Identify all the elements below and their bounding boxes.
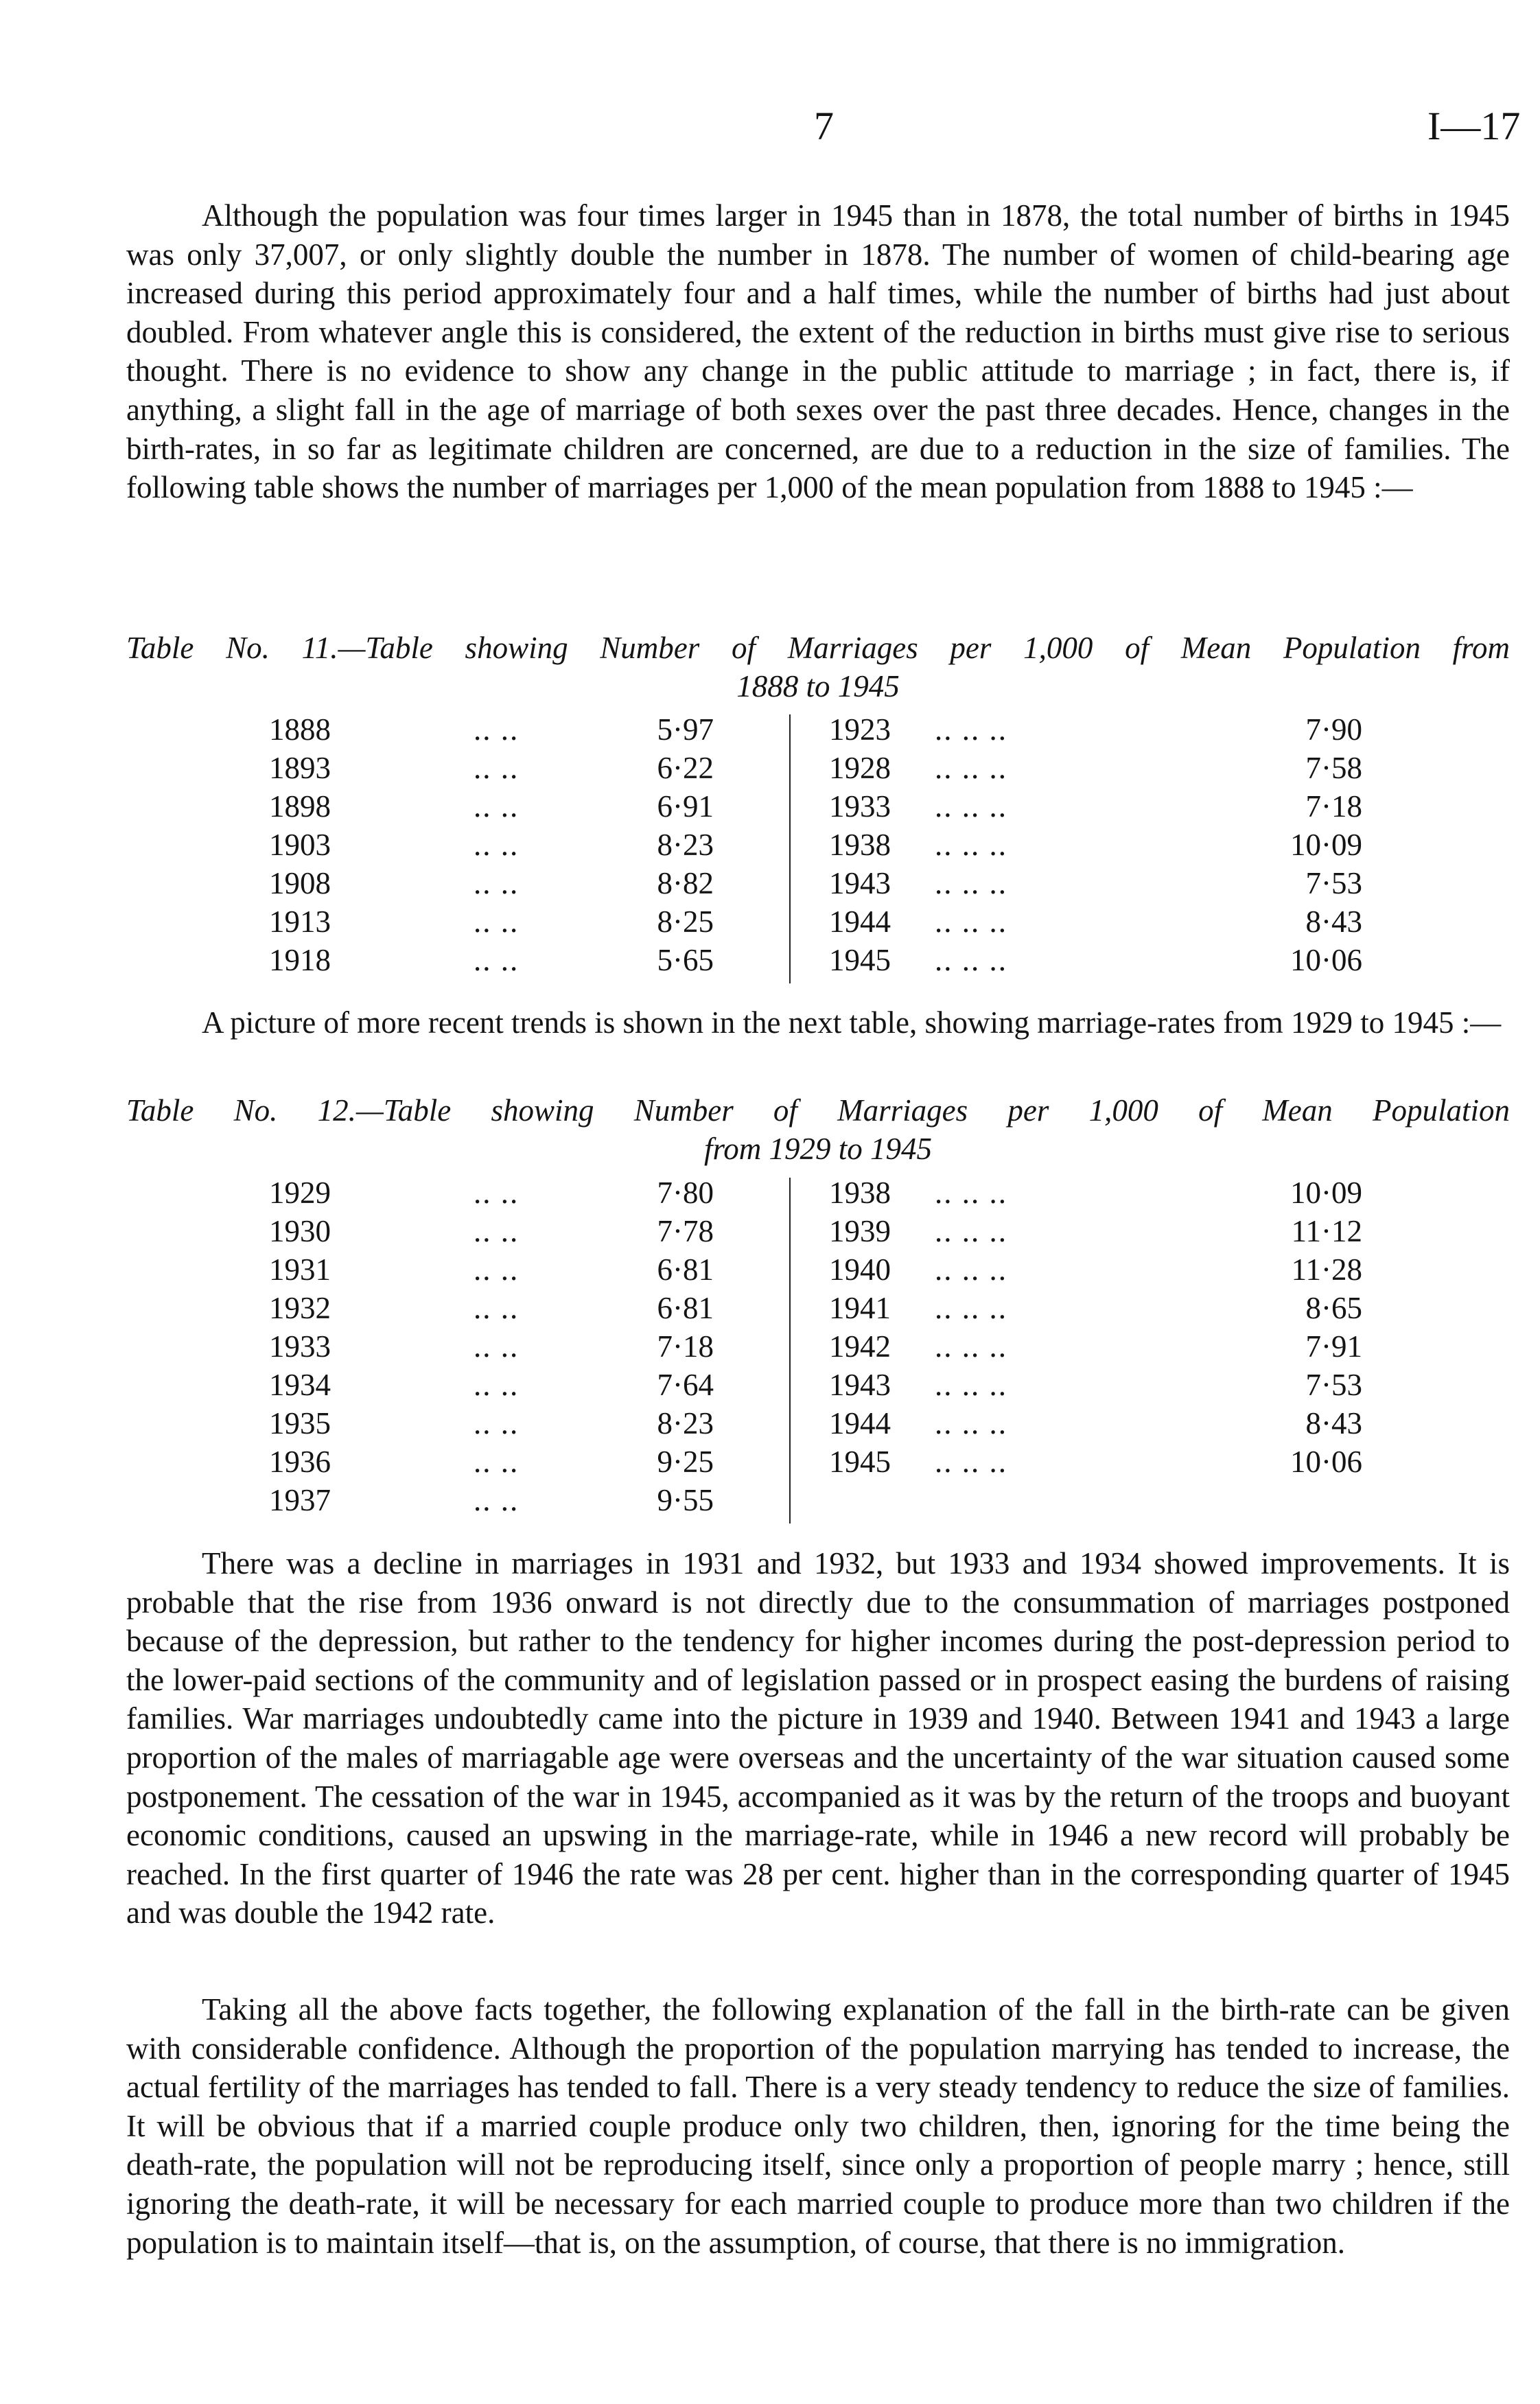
table12-left-value: 7·80 xyxy=(657,1176,714,1210)
table12-left-value: 7·18 xyxy=(657,1329,714,1364)
table11-row xyxy=(0,712,1540,750)
table12-row xyxy=(0,1367,1540,1405)
table12-column-divider xyxy=(789,1178,791,1524)
table12-right-year: 1945 xyxy=(829,1445,891,1479)
table11-left-value: 5·97 xyxy=(657,712,714,747)
table11-right-year: 1945 xyxy=(829,943,891,977)
table11-left-value: 8·82 xyxy=(657,866,714,900)
table12-right-year: 1943 xyxy=(829,1368,891,1402)
table12-left-year: 1934 xyxy=(269,1368,331,1402)
table12-left-value: 6·81 xyxy=(657,1291,714,1325)
table12-left-leader-dots: .. .. xyxy=(474,1368,520,1402)
table12-row xyxy=(0,1175,1540,1213)
table11-right-leader-dots: .. .. .. xyxy=(935,905,1007,939)
table12-row xyxy=(0,1252,1540,1290)
table11-row xyxy=(0,789,1540,827)
table11-right-value: 8·43 xyxy=(1305,905,1362,939)
paragraph-population-births: Although the population was four times larger in 1945 than in 1878, the total number of births in 1945 was only 37,007, or only slightly double the number in 1878. The number of women of child-bearing age increased during this period approximately four and a half times, while the number of births had just about doubled. From whatever angle this is considered, the extent of the reduction in births must give rise to serious thought. There is no evidence to show any change in the public attitude to marriage ; in fact, there is, if anything, a slight fall in the age of marriage of both sexes over the past three decades. Hence, changes in the birth-rates, in so far as legitimate children are concerned, are due to a reduction in the size of families. The following table shows the number of marriages per 1,000 of the mean population from 1888 to 1945 :— xyxy=(126,198,1510,505)
table12-row xyxy=(0,1405,1540,1444)
table11-right-leader-dots: .. .. .. xyxy=(935,828,1007,862)
table12-right-year: 1944 xyxy=(829,1406,891,1440)
table-11-caption-line1: Table No. 11.—Table showing Number of Marriages per 1,000 of Mean Population from xyxy=(126,631,1510,665)
table12-left-leader-dots: .. .. xyxy=(474,1214,520,1248)
table12-left-year: 1932 xyxy=(269,1291,331,1325)
table11-right-year: 1944 xyxy=(829,905,891,939)
table11-right-value: 7·58 xyxy=(1305,751,1362,785)
table12-row xyxy=(0,1213,1540,1252)
table11-left-value: 8·25 xyxy=(657,905,714,939)
table11-left-leader-dots: .. .. xyxy=(474,712,520,747)
table12-left-year: 1936 xyxy=(269,1445,331,1479)
table12-right-year: 1942 xyxy=(829,1329,891,1364)
table12-left-year: 1933 xyxy=(269,1329,331,1364)
table11-column-divider xyxy=(789,714,791,983)
table12-right-value: 8·65 xyxy=(1305,1291,1362,1325)
table12-left-value: 7·64 xyxy=(657,1368,714,1402)
table11-right-leader-dots: .. .. .. xyxy=(935,751,1007,785)
table12-left-leader-dots: .. .. xyxy=(474,1329,520,1364)
table12-left-year: 1930 xyxy=(269,1214,331,1248)
table11-left-value: 8·23 xyxy=(657,828,714,862)
table11-left-leader-dots: .. .. xyxy=(474,751,520,785)
table12-right-leader-dots: .. .. .. xyxy=(935,1176,1007,1210)
table11-left-value: 6·91 xyxy=(657,789,714,824)
table12-left-leader-dots: .. .. xyxy=(474,1445,520,1479)
table11-left-value: 6·22 xyxy=(657,751,714,785)
table12-right-leader-dots: .. .. .. xyxy=(935,1445,1007,1479)
table-12-caption-line1: Table No. 12.—Table showing Number of Marriages per 1,000 of Mean Population xyxy=(126,1093,1510,1128)
table11-right-leader-dots: .. .. .. xyxy=(935,943,1007,977)
table12-row xyxy=(0,1329,1540,1367)
table11-row xyxy=(0,942,1540,981)
table11-right-year: 1933 xyxy=(829,789,891,824)
document-reference: I—17 xyxy=(1427,104,1521,148)
table12-left-year: 1929 xyxy=(269,1176,331,1210)
table11-row xyxy=(0,750,1540,789)
table12-left-leader-dots: .. .. xyxy=(474,1176,520,1210)
table12-right-value: 11·12 xyxy=(1291,1214,1362,1248)
table12-left-leader-dots: .. .. xyxy=(474,1291,520,1325)
table11-left-year: 1908 xyxy=(269,866,331,900)
table11-right-leader-dots: .. .. .. xyxy=(935,789,1007,824)
table12-right-leader-dots: .. .. .. xyxy=(935,1252,1007,1287)
table12-right-leader-dots: .. .. .. xyxy=(935,1368,1007,1402)
table11-right-value: 7·53 xyxy=(1305,866,1362,900)
table-11-caption xyxy=(126,629,1510,705)
table12-left-value: 9·55 xyxy=(657,1483,714,1517)
table11-right-value: 10·06 xyxy=(1290,943,1362,977)
table11-left-leader-dots: .. .. xyxy=(474,905,520,939)
table12-row xyxy=(0,1290,1540,1329)
table12-left-leader-dots: .. .. xyxy=(474,1252,520,1287)
table12-right-value: 8·43 xyxy=(1305,1406,1362,1440)
table11-right-year: 1943 xyxy=(829,866,891,900)
table-12-caption xyxy=(126,1091,1510,1168)
table11-right-value: 10·09 xyxy=(1290,828,1362,862)
table11-left-leader-dots: .. .. xyxy=(474,866,520,900)
table11-right-leader-dots: .. .. .. xyxy=(935,866,1007,900)
table12-right-year: 1941 xyxy=(829,1291,891,1325)
table12-left-value: 8·23 xyxy=(657,1406,714,1440)
table12-left-year: 1935 xyxy=(269,1406,331,1440)
table11-left-leader-dots: .. .. xyxy=(474,789,520,824)
table11-left-year: 1893 xyxy=(269,751,331,785)
table12-right-value: 7·91 xyxy=(1305,1329,1362,1364)
table11-right-year: 1923 xyxy=(829,712,891,747)
table11-left-leader-dots: .. .. xyxy=(474,828,520,862)
table11-left-leader-dots: .. .. xyxy=(474,943,520,977)
table11-left-year: 1903 xyxy=(269,828,331,862)
paragraph-birth-rate-explanation: Taking all the above facts together, the following explanation of the fall in the birth-rate can be given with considerable confidence. Although the proportion of the population marrying has tended to increase, the actual fertility of the marriages has tended to fall. There is a very steady tendency to reduce the size of families. It will be obvious that if a married couple produce only two children, then, ignoring for the time being the death-rate, the population will not be reproducing itself, since only a proportion of people marry ; hence, still ignoring the death-rate, it will be necessary for each married couple to produce more than two children if the population is to maintain itself—that is, on the assumption, of course, that there is no immigration. xyxy=(126,1992,1510,2260)
table12-right-year: 1940 xyxy=(829,1252,891,1287)
table11-left-year: 1898 xyxy=(269,789,331,824)
table12-right-leader-dots: .. .. .. xyxy=(935,1291,1007,1325)
table12-right-value: 7·53 xyxy=(1305,1368,1362,1402)
table11-right-year: 1928 xyxy=(829,751,891,785)
table11-right-value: 7·90 xyxy=(1305,712,1362,747)
table11-left-value: 5·65 xyxy=(657,943,714,977)
table12-right-leader-dots: .. .. .. xyxy=(935,1329,1007,1364)
page-number: 7 xyxy=(814,104,834,148)
table11-right-year: 1938 xyxy=(829,828,891,862)
table11-left-year: 1888 xyxy=(269,712,331,747)
table12-right-leader-dots: .. .. .. xyxy=(935,1406,1007,1440)
table12-left-value: 7·78 xyxy=(657,1214,714,1248)
table11-row xyxy=(0,904,1540,942)
table12-left-leader-dots: .. .. xyxy=(474,1483,520,1517)
table11-right-leader-dots: .. .. .. xyxy=(935,712,1007,747)
paragraph-recent-trends: A picture of more recent trends is shown in the next table, showing marriage-rates from 1929 to 1945 :— xyxy=(202,1005,1502,1040)
table12-right-value: 11·28 xyxy=(1291,1252,1362,1287)
table12-left-leader-dots: .. .. xyxy=(474,1406,520,1440)
table11-row xyxy=(0,865,1540,904)
paragraph-marriage-decline: There was a decline in marriages in 1931 and 1932, but 1933 and 1934 showed improvements. It is probable that the rise from 1936 onward is not directly due to the consummation of marriages postponed because of the depression, but rather to the tendency for higher incomes during the post-depression period to the lower-paid sections of the community and of legislation passed or in prospect easing the burdens of raising families. War marriages undoubtedly came into the picture in 1939 and 1940. Between 1941 and 1943 a large proportion of the males of marriagable age were overseas and the uncertainty of the war situation caused some postponement. The cessation of the war in 1945, accompanied as it was by the return of the troops and buoyant economic conditions, caused an upswing in the marriage-rate, while in 1946 a new record will probably be reached. In the first quarter of 1946 the rate was 28 per cent. higher than in the corresponding quarter of 1945 and was double the 1942 rate. xyxy=(126,1546,1510,1930)
table11-right-value: 7·18 xyxy=(1305,789,1362,824)
table11-row xyxy=(0,827,1540,865)
table12-right-value: 10·09 xyxy=(1290,1176,1362,1210)
table12-row xyxy=(0,1482,1540,1521)
table12-left-value: 6·81 xyxy=(657,1252,714,1287)
table12-right-year: 1938 xyxy=(829,1176,891,1210)
table-11-caption-line2: 1888 to 1945 xyxy=(736,669,900,703)
table12-right-leader-dots: .. .. .. xyxy=(935,1214,1007,1248)
table12-row xyxy=(0,1444,1540,1482)
table12-left-year: 1931 xyxy=(269,1252,331,1287)
table11-left-year: 1918 xyxy=(269,943,331,977)
table11-left-year: 1913 xyxy=(269,905,331,939)
table-12-caption-line2: from 1929 to 1945 xyxy=(703,1132,933,1166)
table12-right-value: 10·06 xyxy=(1290,1445,1362,1479)
table12-left-year: 1937 xyxy=(269,1483,331,1517)
table12-right-year: 1939 xyxy=(829,1214,891,1248)
table12-left-value: 9·25 xyxy=(657,1445,714,1479)
